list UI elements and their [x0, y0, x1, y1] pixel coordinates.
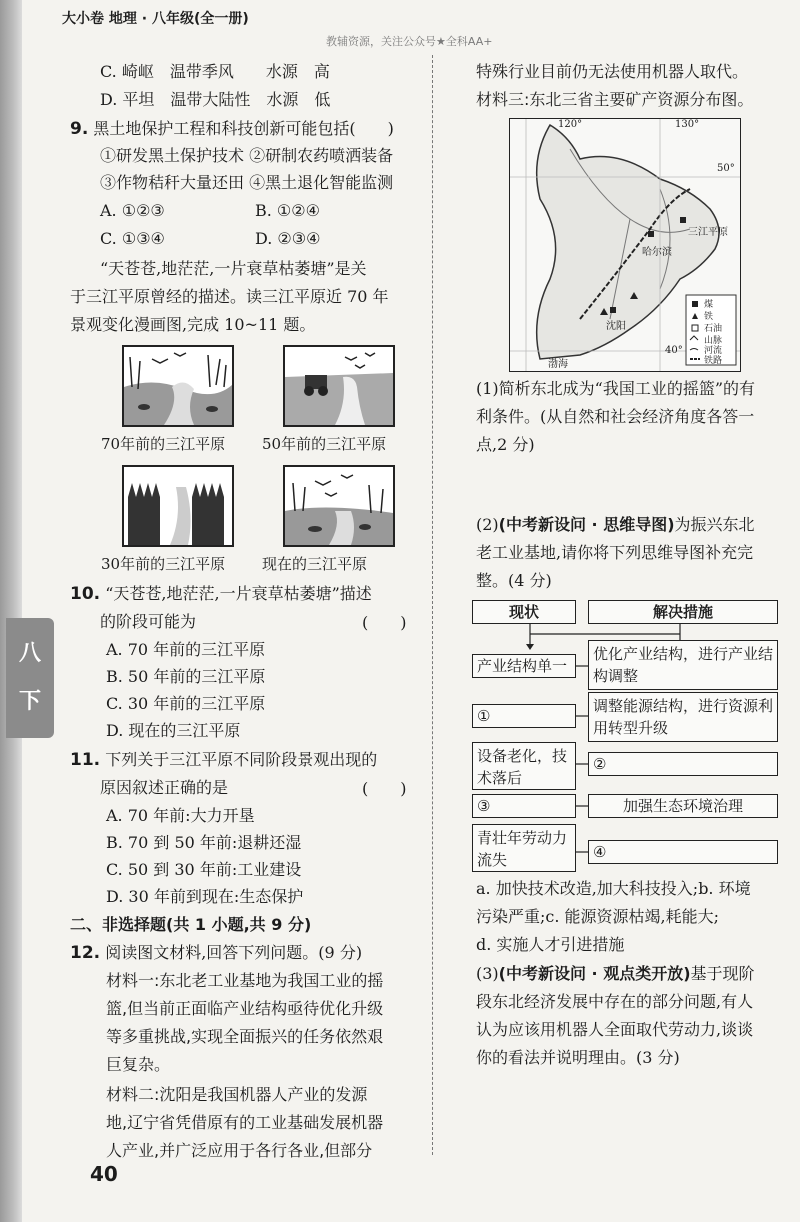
material-1-line-4: 巨复杂。: [106, 1055, 171, 1074]
material-2-line-2: 地,辽宁省凭借原有的工业基础发展机器: [106, 1113, 384, 1132]
blank-3-marker: ③: [477, 797, 491, 815]
map-label-haerbin: 哈尔滨: [642, 247, 672, 258]
page-edge-shadow: [0, 0, 22, 1222]
legend-iron: 铁: [704, 312, 714, 322]
mindmap-head-status: 现状: [472, 600, 576, 624]
blank-4-marker: ④: [593, 843, 607, 861]
q11-option-a: A. 70 年前:大力开垦: [106, 806, 255, 825]
q12-3-tag: (中考新设问 · 观点类开放): [498, 964, 691, 983]
q10-number: 10.: [70, 584, 101, 604]
mindmap-status-3: 设备老化，技术落后: [472, 742, 576, 790]
material-1-line-3: 等多重挑战,实现全面振兴的任务依然艰: [106, 1027, 384, 1046]
mindmap-measure-4: 加强生态环境治理: [588, 794, 778, 818]
watermark: 教辅资源，关注公众号★全科AA+: [326, 35, 493, 48]
q12-2-line-1: [476, 513, 755, 537]
q12-3-line-1: [476, 962, 755, 986]
q10-stem-2: 的阶段可能为: [100, 612, 197, 631]
q12-3-prefix: (3): [476, 964, 499, 983]
q11-stem-1: [70, 748, 377, 772]
legend-river: 河流: [704, 346, 723, 356]
intro-line-2: 于三江平原曾经的描述。读三江平原近 70 年: [70, 287, 389, 306]
q12-2-line-2: 老工业基地,请你将下列思维导图补充完: [476, 543, 754, 562]
q12-number: 12.: [70, 943, 101, 963]
q10-option-b: B. 50 年前的三江平原: [106, 667, 266, 686]
q11-answer-paren: ( ): [362, 779, 407, 798]
q12-text: 阅读图文材料,回答下列问题。(9 分): [105, 943, 363, 962]
q12-2-tag: (中考新设问 · 思维导图): [498, 515, 675, 534]
q12-stem: [70, 941, 362, 965]
grade-tab-bottom: 下: [18, 688, 41, 714]
intro-line-1: “天苍苍,地茫茫,一片衰草枯萎塘”是关: [100, 259, 367, 278]
q9-items-1: ①研发黑土保护技术 ②研制农药喷洒装备: [100, 146, 394, 165]
q8-option-d: D. 平坦 温带大陆性 水源 低: [100, 90, 331, 109]
map-lat-40: 40°: [665, 345, 683, 356]
q9-option-c: C. ①③④: [100, 229, 165, 248]
q12-2-line-3: 整。(4 分): [476, 571, 552, 590]
caption-70-years: 70年前的三江平原: [101, 435, 226, 453]
material-2-line-3: 人产业,并广泛应用于各行各业,但部分: [106, 1141, 373, 1160]
map-lon-130: 130°: [675, 119, 700, 130]
q12-2-prefix: (2): [476, 515, 499, 534]
q10-option-c: C. 30 年前的三江平原: [106, 694, 266, 713]
q12-2-text-1: 为振兴东北: [674, 515, 755, 534]
column-divider: [432, 55, 433, 1155]
q12-1-line-1: (1)简析东北成为“我国工业的摇篮”的有: [476, 379, 756, 398]
q11-number: 11.: [70, 750, 101, 770]
mindmap-status-5: 青壮年劳动力流失: [472, 824, 576, 872]
choices-line-3: d. 实施人才引进措施: [476, 935, 625, 954]
q12-3-text-1: 基于现阶: [690, 964, 755, 983]
material-2-line-1: 材料二:沈阳是我国机器人产业的发源: [106, 1085, 368, 1104]
caption-now: 现在的三江平原: [262, 555, 368, 573]
q10-stem-1: [70, 582, 372, 606]
page-number: 40: [90, 1162, 118, 1186]
q12-1-line-2: 利条件。(从自然和社会经济角度各答一: [476, 407, 755, 426]
q12-3-line-2: 段东北经济发展中存在的部分问题,有人: [476, 992, 754, 1011]
grade-tab: [6, 618, 54, 738]
cartoon-30-years-ago: [122, 465, 234, 547]
q11-option-c: C. 50 到 30 年前:工业建设: [106, 860, 302, 879]
mindmap-status-1: 产业结构单一: [472, 654, 576, 678]
q10-option-d: D. 现在的三江平原: [106, 721, 241, 740]
q9-text: 黑土地保护工程和科技创新可能包括( ): [93, 119, 394, 138]
material-1-line-1: 材料一:东北老工业基地为我国工业的摇: [106, 971, 384, 990]
mindmap-measure-2: 调整能源结构，进行资源利用转型升级: [588, 692, 778, 742]
q11-stem-2: 原因叙述正确的是: [100, 778, 229, 797]
q11-option-b: B. 70 到 50 年前:退耕还湿: [106, 833, 302, 852]
q9-option-b: B. ①②④: [255, 201, 320, 220]
q10-answer-paren: ( ): [362, 613, 407, 632]
map-label-shenyang: 沈阳: [606, 321, 626, 332]
section-2-title: 二、非选择题(共 1 小题,共 9 分): [70, 915, 312, 934]
q11-text-1: 下列关于三江平原不同阶段景观出现的: [105, 750, 378, 769]
map-label-bohai: 渤海: [548, 359, 568, 370]
map-lon-120: 120°: [558, 119, 583, 130]
q9-items-2: ③作物秸秆大量还田 ④黑土退化智能监测: [100, 173, 394, 192]
northeast-mineral-map: [509, 118, 741, 372]
mindmap-status-2[interactable]: [472, 704, 576, 728]
material-1-line-2: 篮,但当前正面临产业结构亟待优化升级: [106, 999, 384, 1018]
caption-30-years: 30年前的三江平原: [101, 555, 226, 573]
q11-option-d: D. 30 年前到现在:生态保护: [106, 887, 304, 906]
mindmap-measure-3[interactable]: [588, 752, 778, 776]
intro-line-3: 景观变化漫画图,完成 10~11 题。: [70, 315, 316, 334]
material-2-end: 特殊行业目前仍无法使用机器人取代。: [476, 62, 749, 81]
map-lat-50: 50°: [717, 163, 735, 174]
choices-line-2: 污染严重;c. 能源资源枯竭,耗能大;: [476, 907, 720, 926]
cartoon-50-years-ago: [283, 345, 395, 427]
book-title: 大小卷 地理 · 八年级(全一册): [62, 11, 249, 27]
mindmap-measure-1: 优化产业结构，进行产业结构调整: [588, 640, 778, 690]
legend-coal: 煤: [704, 300, 714, 310]
legend-oil: 石油: [704, 324, 723, 334]
q12-3-line-4: 你的看法并说明理由。(3 分): [476, 1048, 680, 1067]
cartoon-70-years-ago: [122, 345, 234, 427]
choices-line-1: a. 加快技术改造,加大科技投入;b. 环境: [476, 879, 751, 898]
mindmap-measure-5[interactable]: [588, 840, 778, 864]
legend-mountain: 山脉: [704, 336, 723, 346]
q12-3-line-3: 认为应该用机器人全面取代劳动力,谈谈: [476, 1020, 754, 1039]
q9-option-a: A. ①②③: [100, 201, 165, 220]
q9-number: 9.: [70, 119, 89, 139]
mindmap-status-4[interactable]: [472, 794, 576, 818]
material-3: 材料三:东北三省主要矿产资源分布图。: [476, 90, 754, 109]
q9-stem: [70, 117, 394, 141]
q12-1-line-3: 点,2 分): [476, 435, 535, 454]
map-label-sanjiang: 三江平原: [688, 227, 728, 238]
q10-option-a: A. 70 年前的三江平原: [106, 640, 266, 659]
caption-50-years: 50年前的三江平原: [262, 435, 387, 453]
q8-option-c: C. 崎岖 温带季风 水源 高: [100, 62, 330, 81]
q9-option-d: D. ②③④: [255, 229, 321, 248]
legend-railway: 铁路: [704, 356, 723, 366]
blank-2-marker: ②: [593, 755, 607, 773]
q10-text-1: “天苍苍,地茫茫,一片衰草枯萎塘”描述: [105, 584, 372, 603]
blank-1-marker: ①: [477, 707, 491, 725]
grade-tab-top: 八: [18, 640, 41, 666]
cartoon-now: [283, 465, 395, 547]
mindmap-head-measures: 解决措施: [588, 600, 778, 624]
